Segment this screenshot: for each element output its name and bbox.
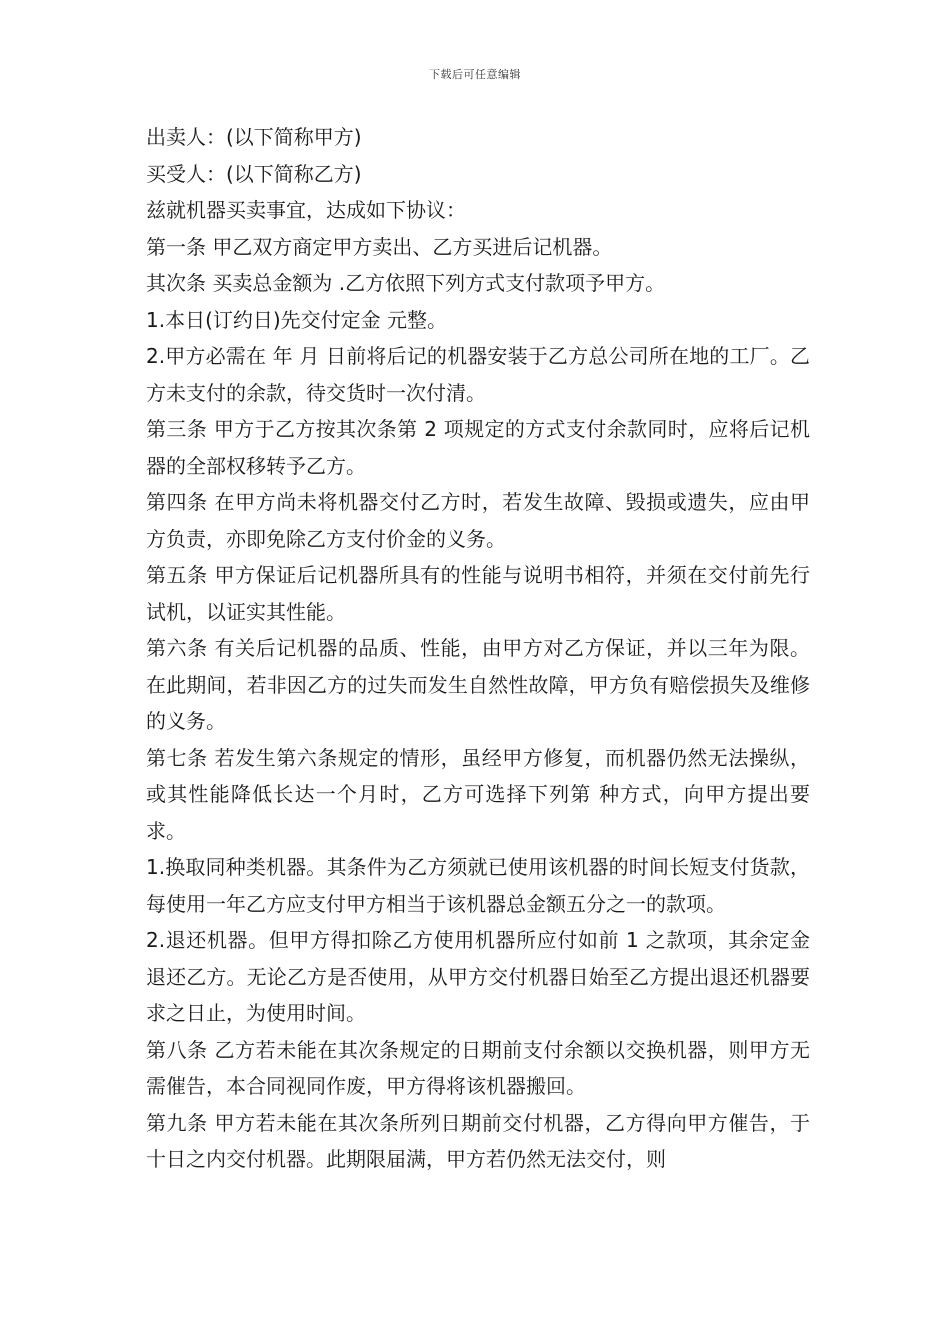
paragraph-article-5: 第五条 甲方保证后记机器所具有的性能与说明书相符，并须在交付前先行试机，以证实其性能。 [146,563,810,624]
paragraph-article-4: 第四条 在甲方尚未将机器交付乙方时，若发生故障、毁损或遗失，应由甲方负责，亦即免除乙方支付价金的义务。 [146,490,810,551]
paragraph-article-7-item-1: 1.换取同种类机器。其条件为乙方须就已使用该机器的时间长短支付货款，每使用一年乙方应支付甲方相当于该机器总金额五分之一的款项。 [146,855,810,916]
paragraph-buyer: 买受人：(以下简称乙方) [146,161,362,186]
paragraph-preamble: 兹就机器买卖事宜，达成如下协议： [146,198,466,222]
paragraph-article-8: 第八条 乙方若未能在其次条规定的日期前支付余额以交换机器，则甲方无需催告，本合同视同作废，甲方得将该机器搬回。 [146,1037,810,1098]
paragraph-article-1: 第一条 甲乙双方商定甲方卖出、乙方买进后记机器。 [146,234,613,259]
document-body [146,119,810,1178]
paragraph-article-7-item-2: 2.退还机器。但甲方得扣除乙方使用机器所应付如前 1 之款项，其余定金退还乙方。无论乙方是否使用，从甲方交付机器日始至乙方提出退还机器要求之日止，为使用时间。 [146,928,810,1025]
paragraph-seller: 出卖人：(以下简称甲方) [146,125,362,149]
paragraph-article-2: 其次条 买卖总金额为 .乙方依照下列方式支付款项予甲方。 [146,271,666,295]
paragraph-article-3: 第三条 甲方于乙方按其次条第 2 项规定的方式支付余款同时，应将后记机器的全部权移转予乙方。 [146,417,810,478]
paragraph-article-9: 第九条 甲方若未能在其次条所列日期前交付机器，乙方得向甲方催告，于十日之内交付机器。此期限届满，甲方若仍然无法交付，则 [146,1110,810,1171]
paragraph-article-7: 第七条 若发生第六条规定的情形，虽经甲方修复，而机器仍然无法操纵，或其性能降低长达一个月时，乙方可选择下列第 种方式，向甲方提出要求。 [146,745,810,843]
paragraph-article-2-item-1: 1.本日(订约日)先交付定金 元整。 [146,307,448,332]
paragraph-article-2-item-2: 2.甲方必需在 年 月 日前将后记的机器安装于乙方总公司所在地的工厂。乙方未支付的余款，待交货时一次付清。 [146,344,810,405]
page-header: 下载后可任意编辑 [429,68,521,81]
paragraph-article-6: 第六条 有关后记机器的品质、性能，由甲方对乙方保证，并以三年为限。在此期间，若非因乙方的过失而发生自然性故障，甲方负有赔偿损失及维修的义务。 [146,636,810,733]
